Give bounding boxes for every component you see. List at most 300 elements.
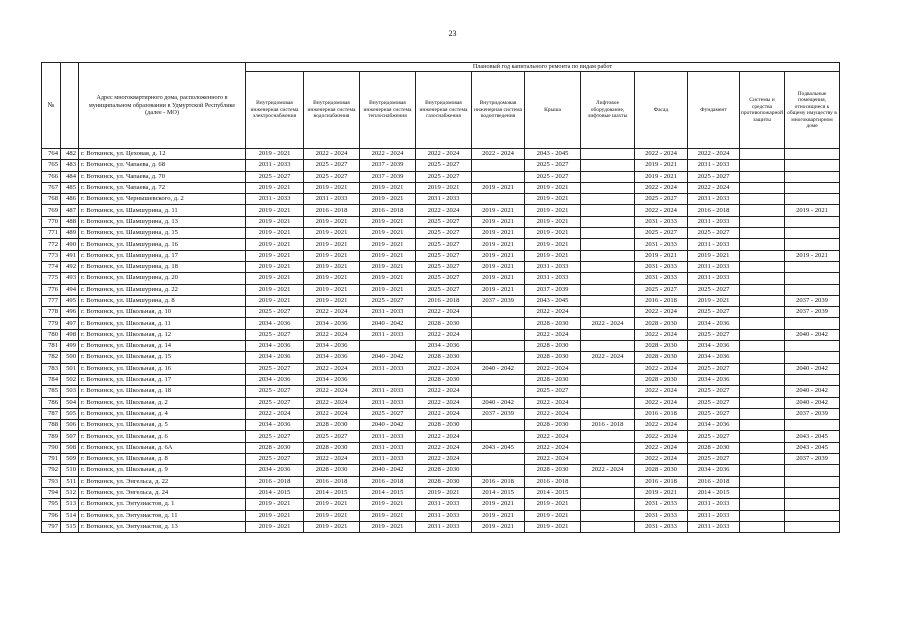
row-cell-6: [581, 341, 635, 352]
row-cell-9: [740, 476, 785, 487]
row-cell-9: [740, 386, 785, 397]
row-cell-0: 2019 - 2021: [246, 239, 304, 250]
row-cell-6: [581, 329, 635, 340]
row-mo-number: 501: [61, 363, 79, 374]
row-mo-number: 488: [61, 216, 79, 227]
row-cell-0: 2034 - 2036: [246, 318, 304, 329]
row-cell-7: 2022 - 2024: [635, 420, 688, 431]
header-col-6: Лифтовое оборудование, лифтовые шахты: [581, 72, 635, 149]
row-cell-3: 2022 - 2024: [416, 442, 472, 453]
row-cell-8: 2022 - 2024: [688, 182, 740, 193]
row-number: 782: [42, 352, 61, 363]
header-col-10: Подвальные помещения, относящиеся к общему имуществу в многоквартирном доме: [785, 72, 840, 149]
row-cell-8: 2031 - 2033: [688, 273, 740, 284]
row-cell-5: 2025 - 2027: [525, 160, 581, 171]
row-cell-0: 2019 - 2021: [246, 250, 304, 261]
row-cell-6: [581, 182, 635, 193]
row-number: 764: [42, 149, 61, 160]
row-cell-2: 2040 - 2042: [360, 420, 416, 431]
table-row: [42, 216, 840, 227]
row-cell-3: 2022 - 2024: [416, 408, 472, 419]
row-cell-6: [581, 216, 635, 227]
row-mo-number: 487: [61, 205, 79, 216]
row-cell-5: 2019 - 2021: [525, 216, 581, 227]
row-cell-6: [581, 386, 635, 397]
row-cell-8: 2028 - 2030: [688, 442, 740, 453]
row-number: 765: [42, 160, 61, 171]
row-cell-1: 2019 - 2021: [304, 216, 360, 227]
row-cell-9: [740, 261, 785, 272]
table-row: [42, 273, 840, 284]
row-cell-4: [472, 374, 525, 385]
row-address: г. Воткинск, ул. Школьная, д. 12: [79, 329, 246, 340]
row-cell-2: 2037 - 2039: [360, 160, 416, 171]
row-cell-10: 2019 - 2021: [785, 205, 840, 216]
row-cell-1: 2019 - 2021: [304, 521, 360, 532]
row-cell-10: [785, 261, 840, 272]
row-cell-4: [472, 352, 525, 363]
row-number: 792: [42, 465, 61, 476]
row-cell-9: [740, 341, 785, 352]
row-number: 790: [42, 442, 61, 453]
row-address: г. Воткинск, ул. Школьная, д. 5: [79, 420, 246, 431]
row-cell-9: [740, 318, 785, 329]
row-address: г. Воткинск, ул. Энтузиастов, д. 1: [79, 499, 246, 510]
row-cell-2: [360, 341, 416, 352]
row-cell-8: 2016 - 2018: [688, 476, 740, 487]
row-cell-6: [581, 454, 635, 465]
row-cell-8: 2031 - 2033: [688, 160, 740, 171]
row-cell-9: [740, 273, 785, 284]
row-cell-9: [740, 250, 785, 261]
row-cell-3: 2025 - 2027: [416, 261, 472, 272]
row-cell-9: [740, 149, 785, 160]
row-cell-2: 2040 - 2042: [360, 352, 416, 363]
row-number: 770: [42, 216, 61, 227]
row-address: г. Воткинск, ул. Энгельса, д. 24: [79, 487, 246, 498]
row-cell-10: 2040 - 2042: [785, 397, 840, 408]
row-number: 786: [42, 397, 61, 408]
row-cell-10: 2037 - 2039: [785, 307, 840, 318]
row-number: 781: [42, 341, 61, 352]
row-cell-5: 2043 - 2045: [525, 149, 581, 160]
row-cell-2: 2022 - 2024: [360, 149, 416, 160]
row-number: 767: [42, 182, 61, 193]
row-cell-10: 2040 - 2042: [785, 329, 840, 340]
row-cell-3: 2022 - 2024: [416, 205, 472, 216]
row-address: г. Воткинск, ул. Школьная, д. 15: [79, 352, 246, 363]
row-cell-6: [581, 521, 635, 532]
row-cell-0: 2025 - 2027: [246, 431, 304, 442]
row-cell-7: 2022 - 2024: [635, 149, 688, 160]
row-cell-5: 2043 - 2045: [525, 295, 581, 306]
row-cell-8: 2025 - 2027: [688, 171, 740, 182]
row-cell-10: [785, 476, 840, 487]
row-cell-0: 2025 - 2027: [246, 386, 304, 397]
row-number: 787: [42, 408, 61, 419]
header-num: №: [42, 63, 61, 149]
row-cell-9: [740, 454, 785, 465]
row-cell-2: 2014 - 2015: [360, 487, 416, 498]
row-cell-7: 2022 - 2024: [635, 329, 688, 340]
row-cell-4: 2019 - 2021: [472, 284, 525, 295]
row-mo-number: 482: [61, 149, 79, 160]
row-cell-7: 2031 - 2033: [635, 239, 688, 250]
row-cell-5: 2019 - 2021: [525, 182, 581, 193]
row-cell-10: [785, 341, 840, 352]
row-cell-2: 2031 - 2033: [360, 442, 416, 453]
row-cell-0: 2025 - 2027: [246, 454, 304, 465]
row-cell-3: 2028 - 2030: [416, 374, 472, 385]
row-cell-7: 2022 - 2024: [635, 182, 688, 193]
row-cell-0: 2025 - 2027: [246, 397, 304, 408]
row-number: 778: [42, 307, 61, 318]
row-cell-0: 2034 - 2036: [246, 374, 304, 385]
header-col-5: Крыша: [525, 72, 581, 149]
row-cell-7: 2022 - 2024: [635, 442, 688, 453]
row-cell-10: 2019 - 2021: [785, 250, 840, 261]
row-cell-4: 2037 - 2039: [472, 408, 525, 419]
row-mo-number: 505: [61, 408, 79, 419]
row-address: г. Воткинск, ул. Шамшурина, д. 11: [79, 205, 246, 216]
row-cell-1: 2025 - 2027: [304, 160, 360, 171]
row-cell-7: 2031 - 2033: [635, 510, 688, 521]
row-cell-1: 2022 - 2024: [304, 397, 360, 408]
row-number: 796: [42, 510, 61, 521]
row-cell-3: 2022 - 2024: [416, 149, 472, 160]
row-cell-6: [581, 205, 635, 216]
row-cell-7: 2022 - 2024: [635, 363, 688, 374]
row-cell-9: [740, 228, 785, 239]
row-cell-6: [581, 228, 635, 239]
header-col-8: Фундамент: [688, 72, 740, 149]
row-cell-0: 2025 - 2027: [246, 171, 304, 182]
table-row: [42, 521, 840, 532]
row-number: 785: [42, 386, 61, 397]
row-cell-10: [785, 318, 840, 329]
row-cell-9: [740, 171, 785, 182]
row-cell-10: [785, 182, 840, 193]
table-row: [42, 194, 840, 205]
row-cell-3: 2022 - 2024: [416, 386, 472, 397]
row-cell-6: [581, 397, 635, 408]
row-cell-4: [472, 431, 525, 442]
row-address: г. Воткинск, ул. Школьная, д. 9: [79, 465, 246, 476]
row-cell-6: [581, 160, 635, 171]
row-cell-9: [740, 431, 785, 442]
row-cell-0: 2019 - 2021: [246, 510, 304, 521]
row-cell-3: 2025 - 2027: [416, 273, 472, 284]
row-mo-number: 486: [61, 194, 79, 205]
row-cell-10: [785, 160, 840, 171]
row-cell-8: 2025 - 2027: [688, 408, 740, 419]
row-cell-6: [581, 250, 635, 261]
row-cell-2: 2019 - 2021: [360, 250, 416, 261]
row-cell-8: 2019 - 2021: [688, 250, 740, 261]
row-cell-1: 2016 - 2018: [304, 205, 360, 216]
row-number: 784: [42, 374, 61, 385]
row-cell-10: [785, 194, 840, 205]
row-cell-3: 2034 - 2036: [416, 341, 472, 352]
row-cell-6: [581, 295, 635, 306]
row-cell-8: 2031 - 2033: [688, 216, 740, 227]
row-cell-9: [740, 329, 785, 340]
row-number: 780: [42, 329, 61, 340]
row-cell-7: 2031 - 2033: [635, 261, 688, 272]
table-row: [42, 295, 840, 306]
table-row: [42, 205, 840, 216]
row-cell-9: [740, 182, 785, 193]
row-cell-9: [740, 216, 785, 227]
row-cell-8: 2031 - 2033: [688, 521, 740, 532]
row-cell-5: 2016 - 2018: [525, 476, 581, 487]
row-cell-1: 2022 - 2024: [304, 408, 360, 419]
row-cell-6: [581, 284, 635, 295]
table-row: [42, 239, 840, 250]
row-number: 779: [42, 318, 61, 329]
header-col-3: Внутридомовая инженерная система газоснабжения: [416, 72, 472, 149]
row-cell-1: 2014 - 2015: [304, 487, 360, 498]
row-cell-3: 2028 - 2030: [416, 476, 472, 487]
row-cell-7: 2028 - 2030: [635, 374, 688, 385]
row-cell-6: [581, 510, 635, 521]
table-row: [42, 182, 840, 193]
row-cell-8: 2025 - 2027: [688, 431, 740, 442]
row-cell-8: 2025 - 2027: [688, 329, 740, 340]
header-planned-year: Плановый год капитального ремонта по видам работ: [246, 63, 840, 72]
row-cell-0: 2019 - 2021: [246, 273, 304, 284]
row-cell-5: 2028 - 2030: [525, 341, 581, 352]
row-cell-10: [785, 228, 840, 239]
row-cell-4: 2037 - 2039: [472, 295, 525, 306]
row-number: 788: [42, 420, 61, 431]
row-cell-7: 2031 - 2033: [635, 499, 688, 510]
row-number: 794: [42, 487, 61, 498]
table-row: [42, 397, 840, 408]
row-cell-10: 2037 - 2039: [785, 295, 840, 306]
row-cell-4: [472, 386, 525, 397]
row-cell-0: 2019 - 2021: [246, 284, 304, 295]
row-cell-7: 2019 - 2021: [635, 250, 688, 261]
row-cell-9: [740, 194, 785, 205]
row-cell-3: 2031 - 2033: [416, 499, 472, 510]
row-cell-9: [740, 397, 785, 408]
row-cell-5: 2019 - 2021: [525, 194, 581, 205]
row-cell-3: 2019 - 2021: [416, 182, 472, 193]
row-cell-7: 2028 - 2030: [635, 341, 688, 352]
table-row: [42, 341, 840, 352]
row-cell-4: [472, 194, 525, 205]
row-mo-number: 500: [61, 352, 79, 363]
row-cell-7: 2022 - 2024: [635, 205, 688, 216]
row-cell-2: 2019 - 2021: [360, 216, 416, 227]
row-mo-number: 493: [61, 273, 79, 284]
row-cell-10: 2040 - 2042: [785, 386, 840, 397]
row-cell-6: 2022 - 2024: [581, 465, 635, 476]
row-cell-1: 2022 - 2024: [304, 454, 360, 465]
row-mo-number: 499: [61, 341, 79, 352]
row-cell-6: [581, 239, 635, 250]
row-address: г. Воткинск, ул. Чапаева, д. 72: [79, 182, 246, 193]
row-cell-8: 2031 - 2033: [688, 194, 740, 205]
row-cell-8: 2025 - 2027: [688, 284, 740, 295]
row-cell-4: 2019 - 2021: [472, 228, 525, 239]
row-cell-0: 2019 - 2021: [246, 499, 304, 510]
row-number: 772: [42, 239, 61, 250]
row-cell-1: 2016 - 2018: [304, 476, 360, 487]
row-cell-6: [581, 307, 635, 318]
row-cell-0: 2016 - 2018: [246, 476, 304, 487]
row-mo-number: 506: [61, 420, 79, 431]
row-cell-7: 2025 - 2027: [635, 228, 688, 239]
row-mo-number: 491: [61, 250, 79, 261]
row-cell-0: 2019 - 2021: [246, 205, 304, 216]
row-cell-0: 2034 - 2036: [246, 465, 304, 476]
row-cell-10: [785, 487, 840, 498]
row-cell-4: 2019 - 2021: [472, 216, 525, 227]
row-cell-5: 2022 - 2024: [525, 408, 581, 419]
row-cell-0: 2031 - 2033: [246, 194, 304, 205]
table-row: [42, 476, 840, 487]
row-mo-number: 495: [61, 295, 79, 306]
row-cell-3: 2022 - 2024: [416, 307, 472, 318]
row-cell-4: 2016 - 2018: [472, 476, 525, 487]
row-cell-8: 2034 - 2036: [688, 352, 740, 363]
row-cell-5: 2028 - 2030: [525, 374, 581, 385]
row-number: 793: [42, 476, 61, 487]
row-cell-4: 2019 - 2021: [472, 239, 525, 250]
row-cell-3: 2022 - 2024: [416, 329, 472, 340]
row-cell-10: 2043 - 2045: [785, 442, 840, 453]
header-col-2: Внутридомовая инженерная система теплоснабжения: [360, 72, 416, 149]
row-cell-1: 2022 - 2024: [304, 386, 360, 397]
row-cell-7: 2022 - 2024: [635, 431, 688, 442]
row-address: г. Воткинск, ул. Школьная, д. 6А: [79, 442, 246, 453]
row-cell-9: [740, 487, 785, 498]
row-cell-8: 2016 - 2018: [688, 205, 740, 216]
row-number: 776: [42, 284, 61, 295]
row-cell-9: [740, 307, 785, 318]
row-cell-3: 2031 - 2033: [416, 521, 472, 532]
row-number: 775: [42, 273, 61, 284]
row-cell-8: 2034 - 2036: [688, 465, 740, 476]
table-row: [42, 374, 840, 385]
row-cell-4: 2019 - 2021: [472, 182, 525, 193]
row-cell-1: 2019 - 2021: [304, 239, 360, 250]
table-row: [42, 431, 840, 442]
page-number: 23: [448, 29, 457, 38]
row-cell-1: 2022 - 2024: [304, 307, 360, 318]
row-cell-3: 2022 - 2024: [416, 454, 472, 465]
table-row: [42, 465, 840, 476]
row-cell-5: 2022 - 2024: [525, 329, 581, 340]
row-cell-8: 2025 - 2027: [688, 363, 740, 374]
row-address: г. Воткинск, ул. Чапаева, д. 70: [79, 171, 246, 182]
row-cell-2: 2019 - 2021: [360, 261, 416, 272]
row-cell-1: 2025 - 2027: [304, 431, 360, 442]
row-cell-2: 2016 - 2018: [360, 205, 416, 216]
row-cell-1: 2019 - 2021: [304, 228, 360, 239]
row-cell-5: 2019 - 2021: [525, 499, 581, 510]
row-cell-4: 2019 - 2021: [472, 273, 525, 284]
row-cell-1: 2034 - 2036: [304, 352, 360, 363]
row-cell-2: [360, 374, 416, 385]
row-cell-3: 2031 - 2033: [416, 194, 472, 205]
row-cell-7: 2016 - 2018: [635, 295, 688, 306]
row-cell-6: 2016 - 2018: [581, 420, 635, 431]
row-cell-6: [581, 408, 635, 419]
row-mo-number: 512: [61, 487, 79, 498]
table-row: [42, 442, 840, 453]
row-cell-6: [581, 261, 635, 272]
row-cell-7: 2031 - 2033: [635, 273, 688, 284]
row-cell-7: 2031 - 2033: [635, 521, 688, 532]
row-cell-1: 2019 - 2021: [304, 273, 360, 284]
row-cell-9: [740, 160, 785, 171]
row-cell-2: 2025 - 2027: [360, 295, 416, 306]
row-address: г. Воткинск, ул. Школьная, д. 6: [79, 431, 246, 442]
row-address: г. Воткинск, ул. Школьная, д. 2: [79, 397, 246, 408]
row-mo-number: 494: [61, 284, 79, 295]
row-cell-5: 2022 - 2024: [525, 442, 581, 453]
row-mo-number: 492: [61, 261, 79, 272]
row-cell-8: 2014 - 2015: [688, 487, 740, 498]
row-cell-3: 2025 - 2027: [416, 171, 472, 182]
row-cell-4: [472, 171, 525, 182]
row-address: г. Воткинск, ул. Шамшурина, д. 18: [79, 261, 246, 272]
row-cell-10: [785, 521, 840, 532]
row-number: 789: [42, 431, 61, 442]
row-cell-3: 2022 - 2024: [416, 363, 472, 374]
row-mo-number: 507: [61, 431, 79, 442]
row-cell-7: 2019 - 2021: [635, 487, 688, 498]
row-cell-3: 2028 - 2030: [416, 352, 472, 363]
row-cell-4: 2019 - 2021: [472, 510, 525, 521]
row-cell-1: 2022 - 2024: [304, 329, 360, 340]
table-row: [42, 228, 840, 239]
row-cell-3: 2031 - 2033: [416, 510, 472, 521]
table-row: [42, 363, 840, 374]
row-address: г. Воткинск, ул. Школьная, д. 4: [79, 408, 246, 419]
row-address: г. Воткинск, ул. Школьная, д. 8: [79, 454, 246, 465]
row-cell-5: 2028 - 2030: [525, 318, 581, 329]
header-col-4: Внутридомовая инженерная система водоотведения: [472, 72, 525, 149]
row-cell-0: 2019 - 2021: [246, 182, 304, 193]
row-cell-10: 2040 - 2042: [785, 363, 840, 374]
row-cell-7: 2028 - 2030: [635, 465, 688, 476]
row-cell-3: 2022 - 2024: [416, 431, 472, 442]
row-cell-10: 2043 - 2045: [785, 431, 840, 442]
table-row: [42, 171, 840, 182]
row-cell-5: 2022 - 2024: [525, 363, 581, 374]
row-cell-8: 2031 - 2033: [688, 239, 740, 250]
row-cell-5: 2019 - 2021: [525, 228, 581, 239]
row-cell-9: [740, 521, 785, 532]
row-cell-8: 2034 - 2036: [688, 318, 740, 329]
row-cell-5: 2019 - 2021: [525, 510, 581, 521]
row-cell-9: [740, 284, 785, 295]
row-cell-8: 2022 - 2024: [688, 149, 740, 160]
row-cell-6: 2022 - 2024: [581, 318, 635, 329]
row-address: г. Воткинск, ул. Шамшурина, д. 22: [79, 284, 246, 295]
table-row: [42, 149, 840, 160]
header-col-0: Внутридомовая инженерная система электроснабжения: [246, 72, 304, 149]
row-cell-4: 2014 - 2015: [472, 487, 525, 498]
row-cell-6: [581, 431, 635, 442]
row-cell-1: 2025 - 2027: [304, 171, 360, 182]
row-number: 774: [42, 261, 61, 272]
row-cell-4: [472, 341, 525, 352]
